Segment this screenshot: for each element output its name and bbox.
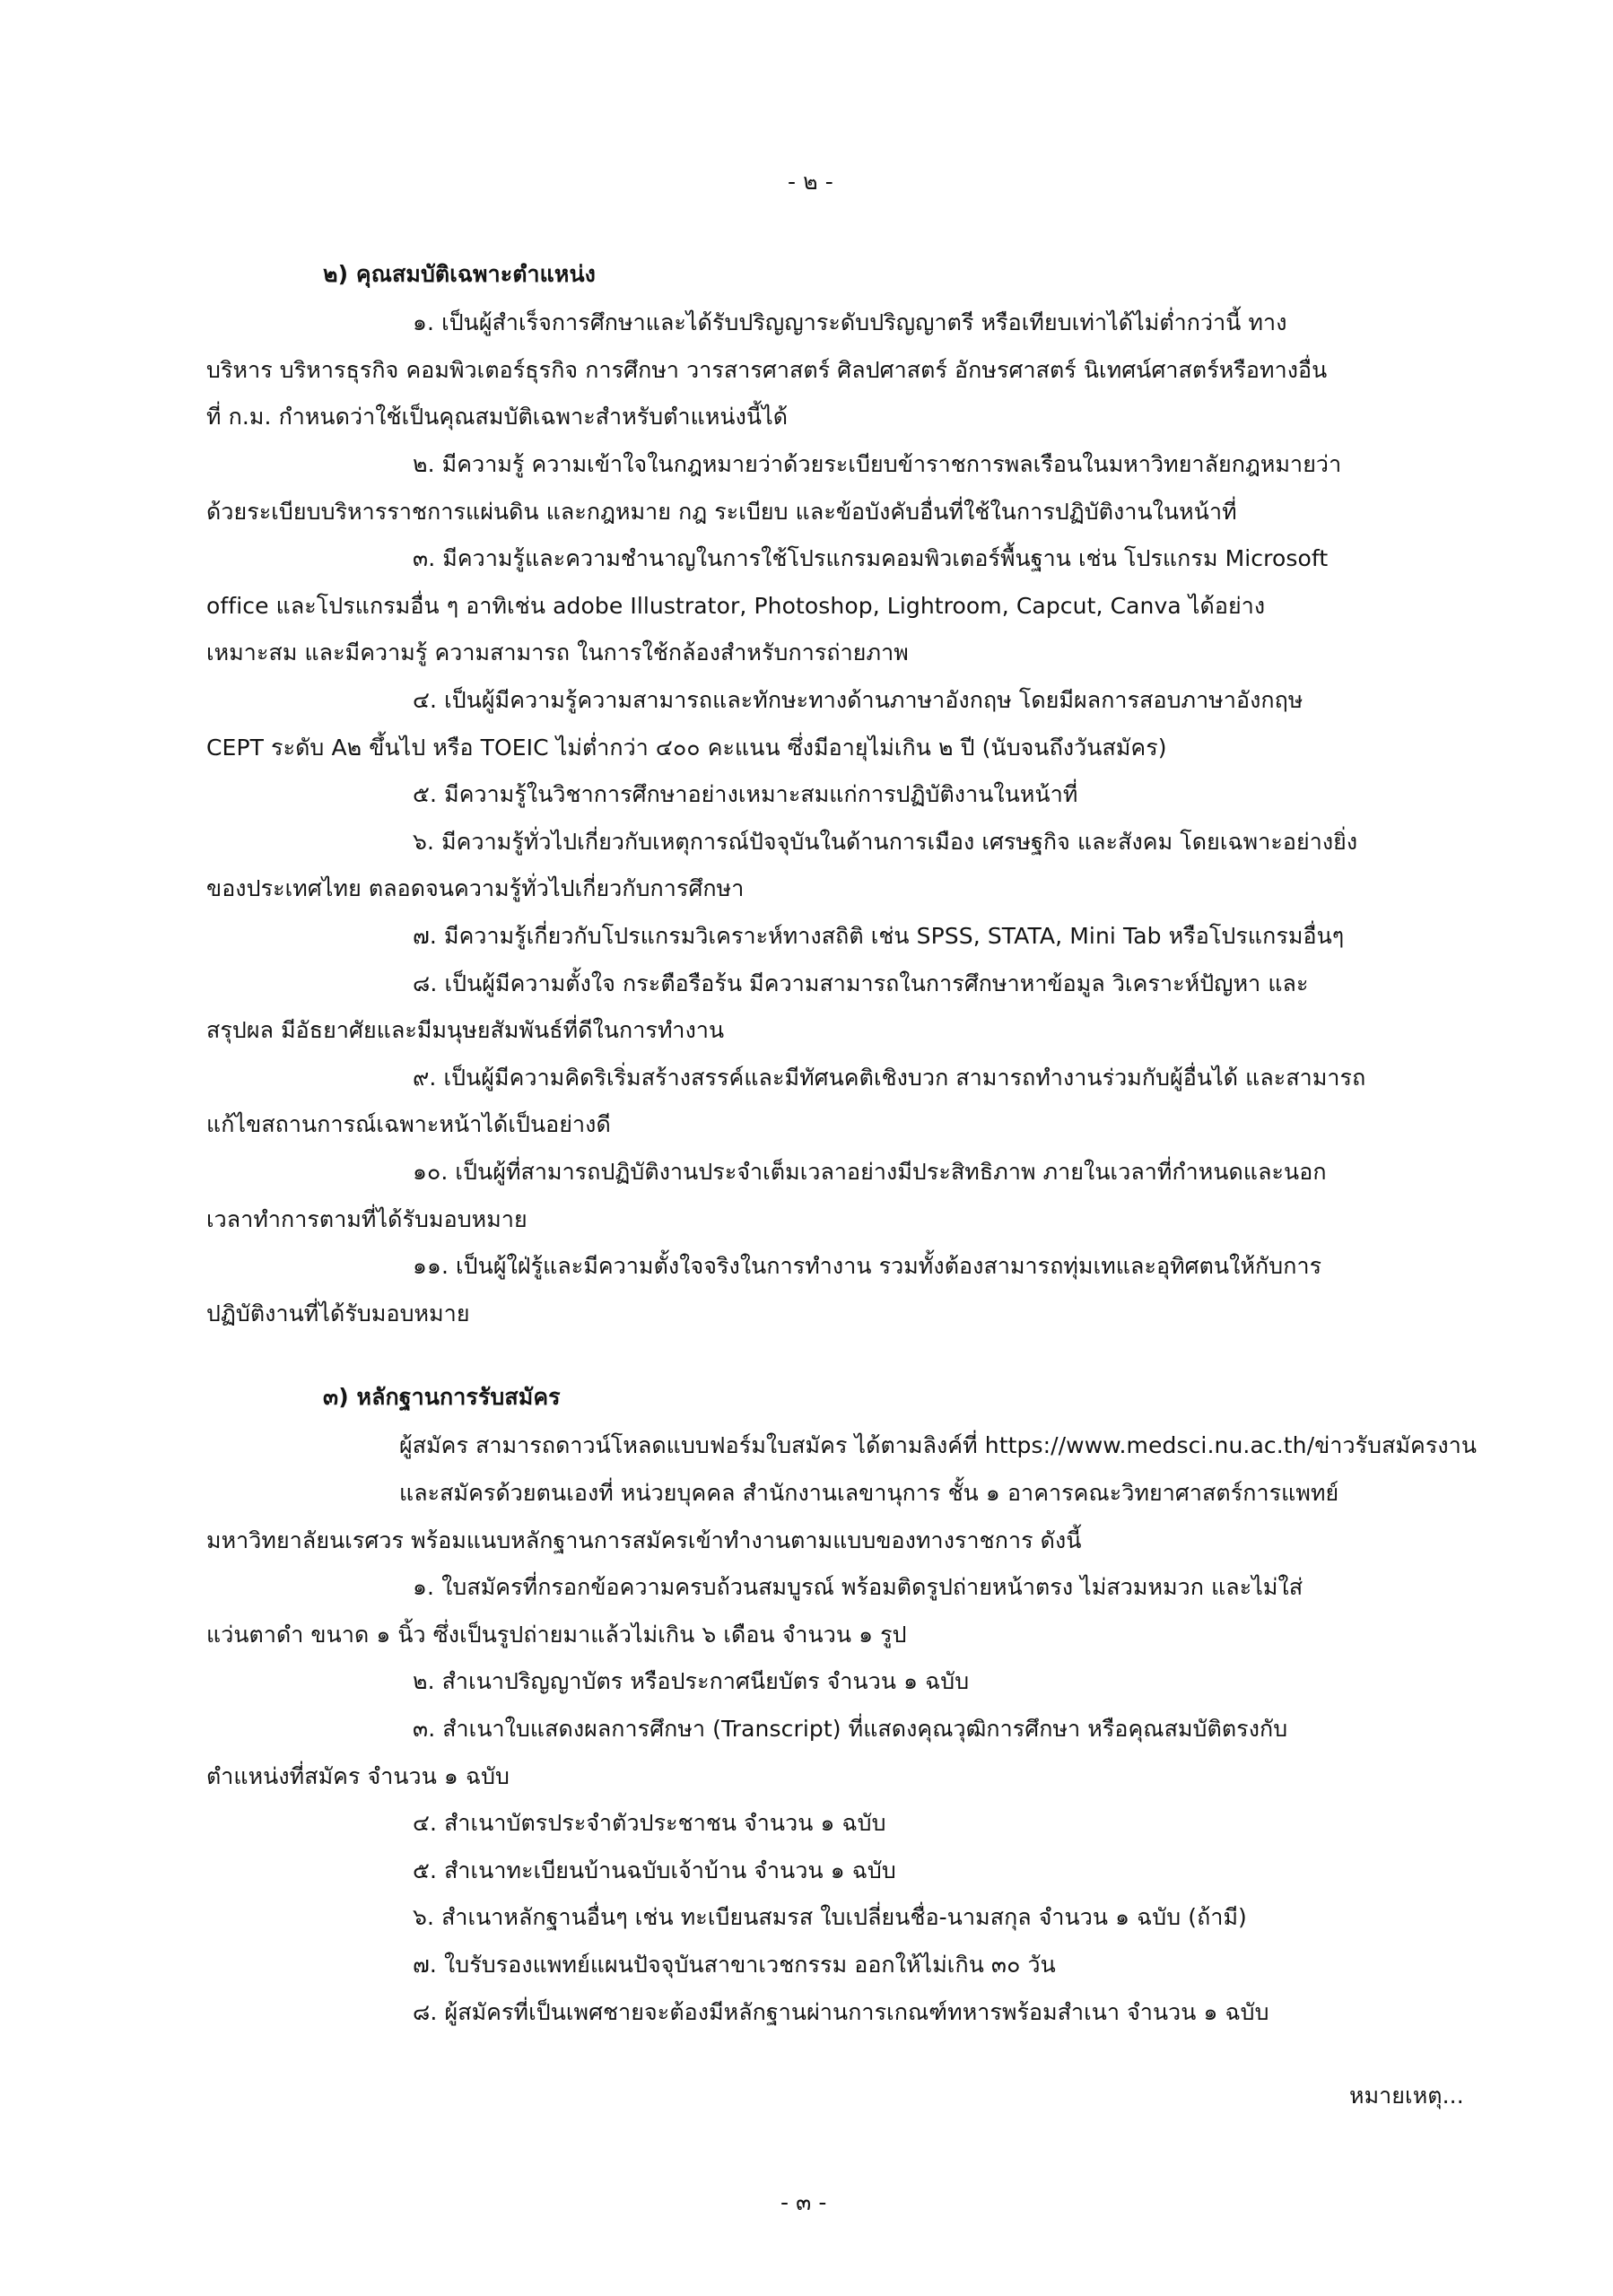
section3-item-7-line-1: ๗. ใบรับรองแพทย์แผนปัจจุบันสาขาเวชกรรม ออกให้ไม่เกิน ๓๐ วัน xyxy=(413,1952,1056,1978)
section2-item-10-line-2: เวลาทำการตามที่ได้รับมอบหมาย xyxy=(206,1206,527,1232)
section3-item-4-line-1: ๔. สำเนาบัตรประจำตัวประชาชน จำนวน ๑ ฉบับ xyxy=(413,1810,886,1836)
section2-item-1-line-2: บริหาร บริหารธุรกิจ คอมพิวเตอร์ธุรกิจ การศึกษา วารสารศาสตร์ ศิลปศาสตร์ อักษรศาสตร์ นิเทศน์ศาสตร์หรือทางอื่น xyxy=(206,357,1328,383)
section2-item-7-line-1: ๗. มีความรู้เกี่ยวกับโปรแกรมวิเคราะห์ทางสถิติ เช่น SPSS, STATA, Mini Tab หรือโปรแกรมอื่นๆ xyxy=(413,923,1345,949)
next-page-catchword: หมายเหตุ... xyxy=(1349,2083,1464,2109)
section2-item-2-line-1: ๒. มีความรู้ ความเข้าใจในกฎหมายว่าด้วยระเบียบข้าราชการพลเรือนในมหาวิทยาลัยกฎหมายว่า xyxy=(413,451,1342,477)
section2-item-4-line-2: CEPT ระดับ A๒ ขึ้นไป หรือ TOEIC ไม่ต่ำกว่า ๔๐๐ คะแนน ซึ่งมีอายุไม่เกิน ๒ ปี (นับจนถึงวันสมัคร) xyxy=(206,735,1167,761)
section3-intro-line-3: มหาวิทยาลัยนเรศวร พร้อมแนบหลักฐานการสมัครเข้าทำงานตามแบบของทางราชการ ดังนี้ xyxy=(206,1527,1082,1553)
section3-intro-line-1: ผู้สมัคร สามารถดาวน์โหลดแบบฟอร์มใบสมัคร ได้ตามลิงค์ที่ https://www.medsci.nu.ac.th/ข่าวรับสมัครงาน xyxy=(399,1432,1478,1458)
section2-item-3-line-2: office และโปรแกรมอื่น ๆ อาทิเช่น adobe Illustrator, Photoshop, Lightroom, Capcut, Canva ได้อย่าง xyxy=(206,593,1266,619)
section2-item-11-line-1: ๑๑. เป็นผู้ใฝ่รู้และมีความตั้งใจจริงในการทำงาน รวมทั้งต้องสามารถทุ่มเทและอุทิศตนให้กับการ xyxy=(413,1253,1322,1279)
section3-item-3-line-1: ๓. สำเนาใบแสดงผลการศึกษา (Transcript) ที่แสดงคุณวุฒิการศึกษา หรือคุณสมบัติตรงกับ xyxy=(413,1716,1288,1742)
section2-item-6-line-2: ของประเทศไทย ตลอดจนความรู้ทั่วไปเกี่ยวกับการศึกษา xyxy=(206,875,745,901)
section2-item-1-line-3: ที่ ก.ม. กำหนดว่าใช้เป็นคุณสมบัติเฉพาะสำหรับตำแหน่งนี้ได้ xyxy=(206,404,789,430)
section2-item-5-line-1: ๕. มีความรู้ในวิชาการศึกษาอย่างเหมาะสมแก่การปฏิบัติงานในหน้าที่ xyxy=(413,781,1078,807)
section3-item-1-line-2: แว่นตาดำ ขนาด ๑ นิ้ว ซึ่งเป็นรูปถ่ายมาแล้วไม่เกิน ๖ เดือน จำนวน ๑ รูป xyxy=(206,1622,907,1648)
section3-item-6-line-1: ๖. สำเนาหลักฐานอื่นๆ เช่น ทะเบียนสมรส ใบเปลี่ยนชื่อ-นามสกุล จำนวน ๑ ฉบับ (ถ้ามี) xyxy=(413,1904,1247,1930)
section3-intro-line-2: และสมัครด้วยตนเองที่ หน่วยบุคคล สำนักงานเลขานุการ ชั้น ๑ อาคารคณะวิทยาศาสตร์การแพทย์ xyxy=(399,1480,1339,1506)
section3-heading: ๓) หลักฐานการรับสมัคร xyxy=(323,1384,561,1410)
section2-item-8-line-2: สรุปผล มีอัธยาศัยและมีมนุษยสัมพันธ์ที่ดีในการทำงาน xyxy=(206,1017,725,1043)
section2-item-9-line-1: ๙. เป็นผู้มีความคิดริเริ่มสร้างสรรค์และมีทัศนคติเชิงบวก สามารถทำงานร่วมกับผู้อื่นได้ และสามารถ xyxy=(413,1065,1366,1091)
section3-item-1-line-1: ๑. ใบสมัครที่กรอกข้อความครบถ้วนสมบูรณ์ พร้อมติดรูปถ่ายหน้าตรง ไม่สวมหมวก และไม่ใส่ xyxy=(413,1574,1303,1600)
page-number-top: - ๒ - xyxy=(788,169,833,195)
section2-item-4-line-1: ๔. เป็นผู้มีความรู้ความสามารถและทักษะทางด้านภาษาอังกฤษ โดยมีผลการสอบภาษาอังกฤษ xyxy=(413,687,1303,713)
section2-item-2-line-2: ด้วยระเบียบบริหารราชการแผ่นดิน และกฎหมาย กฎ ระเบียบ และข้อบังคับอื่นที่ใช้ในการปฏิบัติงานในหน้าที่ xyxy=(206,499,1237,525)
section2-item-9-line-2: แก้ไขสถานการณ์เฉพาะหน้าได้เป็นอย่างดี xyxy=(206,1111,611,1137)
section3-item-3-line-2: ตำแหน่งที่สมัคร จำนวน ๑ ฉบับ xyxy=(206,1763,510,1789)
section2-item-10-line-1: ๑๐. เป็นผู้ที่สามารถปฏิบัติงานประจำเต็มเวลาอย่างมีประสิทธิภาพ ภายในเวลาที่กำหนดและนอก xyxy=(413,1159,1327,1185)
section2-item-6-line-1: ๖. มีความรู้ทั่วไปเกี่ยวกับเหตุการณ์ปัจจุบันในด้านการเมือง เศรษฐกิจ และสังคม โดยเฉพาะอย่างยิ่ง xyxy=(413,829,1358,855)
section2-item-11-line-2: ปฏิบัติงานที่ได้รับมอบหมาย xyxy=(206,1300,470,1326)
section2-item-8-line-1: ๘. เป็นผู้มีความตั้งใจ กระตือรือร้น มีความสามารถในการศึกษาหาข้อมูล วิเคราะห์ปัญหา และ xyxy=(413,970,1309,996)
section2-item-3-line-3: เหมาะสม และมีความรู้ ความสามารถ ในการใช้กล้องสำหรับการถ่ายภาพ xyxy=(206,639,909,665)
page-number-bottom: - ๓ - xyxy=(780,2189,827,2215)
section3-item-8-line-1: ๘. ผู้สมัครที่เป็นเพศชายจะต้องมีหลักฐานผ่านการเกณฑ์ทหารพร้อมสำเนา จำนวน ๑ ฉบับ xyxy=(413,1999,1269,2025)
section2-item-3-line-1: ๓. มีความรู้และความชำนาญในการใช้โปรแกรมคอมพิวเตอร์พื้นฐาน เช่น โปรแกรม Microsoft xyxy=(413,545,1329,571)
section2-heading: ๒) คุณสมบัติเฉพาะตำแหน่ง xyxy=(323,261,596,287)
section3-item-2-line-1: ๒. สำเนาปริญญาบัตร หรือประกาศนียบัตร จำนวน ๑ ฉบับ xyxy=(413,1668,970,1694)
section2-item-1-line-1: ๑. เป็นผู้สำเร็จการศึกษาและได้รับปริญญาระดับปริญญาตรี หรือเทียบเท่าได้ไม่ต่ำกว่านี้ ทาง xyxy=(413,309,1287,335)
section3-item-5-line-1: ๕. สำเนาทะเบียนบ้านฉบับเจ้าบ้าน จำนวน ๑ ฉบับ xyxy=(413,1857,896,1883)
